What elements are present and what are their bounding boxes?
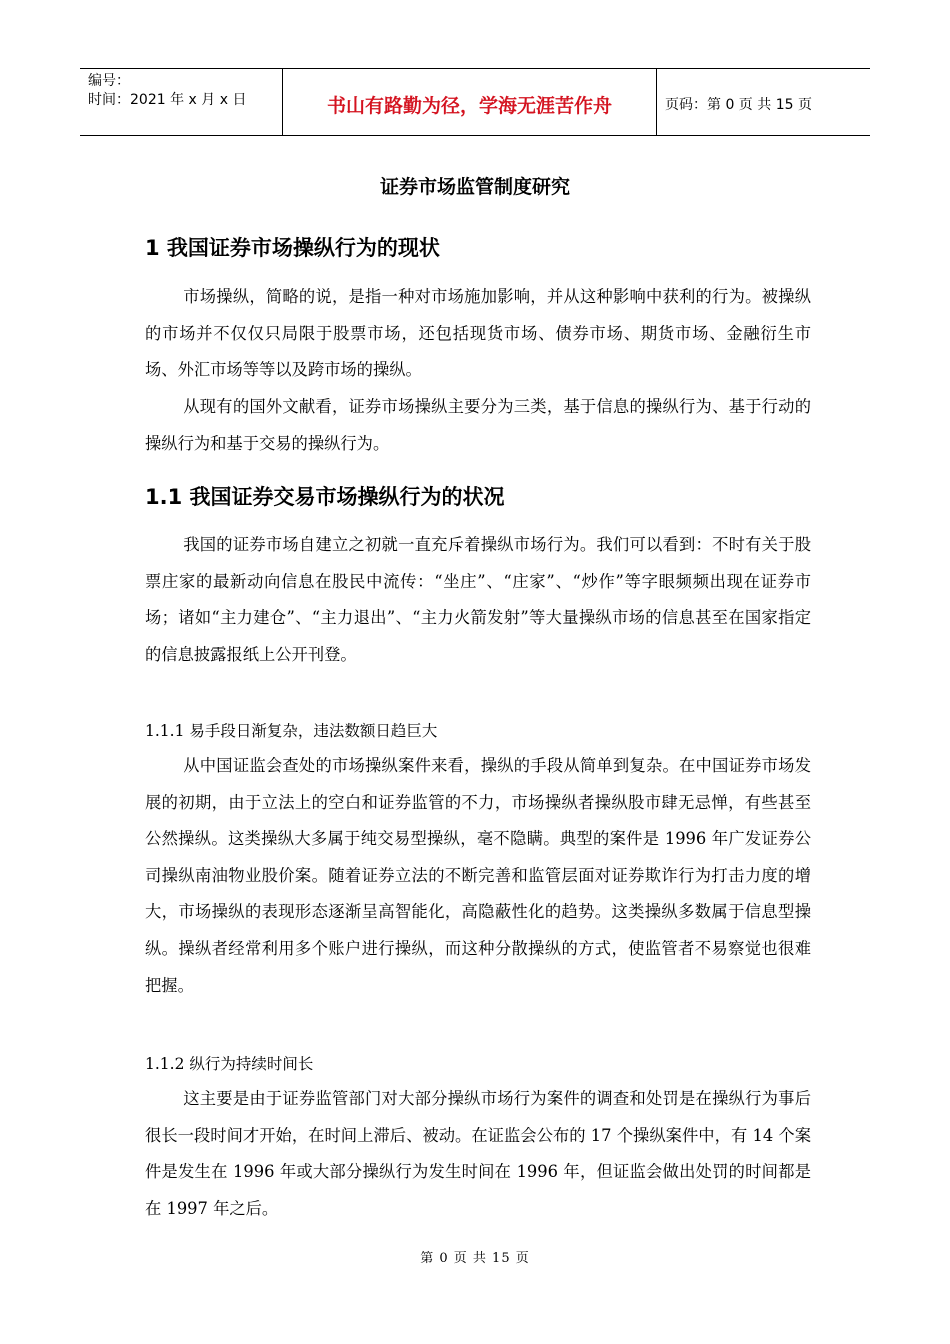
paragraph-1-text: 市场操纵，简略的说，是指一种对市场施加影响，并从这种影响中获利的行为。被操纵的市场并不仅仅只局限于股票市场，还包括现货市场、债券市场、期货市场、金融衍生市场、外汇市场等等以及跨市场的操纵。 (145, 287, 811, 380)
header-left-cell (80, 69, 282, 135)
header-table (80, 68, 870, 136)
paragraph-5 (145, 1081, 811, 1227)
paragraph-2-text: 从现有的国外文献看，证券市场操纵主要分为三类，基于信息的操纵行为、基于行动的操纵行为和基于交易的操纵行为。 (145, 397, 811, 453)
paragraph-3 (145, 527, 811, 673)
subsection-heading-1-1-2: 1.1.2 纵行为持续时间长 (145, 1055, 314, 1073)
page-footer: 第 0 页 共 15 页 (420, 1251, 530, 1266)
header-motto: 书山有路勤为径，学海无涯苦作舟 (282, 69, 657, 135)
paragraph-4-text: 从中国证监会查处的市场操纵案件来看，操纵的手段从简单到复杂。在中国证券市场发展的初期，由于立法上的空白和证券监管的不力，市场操纵者操纵股市肆无忌惮，有些甚至公然操纵。这类操纵大多属于纯交易型操纵，毫不隐瞒。典型的案件是 1996 年广发证券公司操纵南油物业股价案。随着证券立法的不断完善和监管层面对证券欺诈行为打击力度的增大，市场操纵的表现形态逐渐呈高智能化，高隐蔽性化的趋势。这类操纵多数属于信息型操纵。操纵者经常利用多个账户进行操纵，而这种分散操纵的方式，使监管者不易察觉也很难把握。 (145, 756, 811, 995)
paragraph-4 (145, 748, 811, 1004)
section-heading-1: 1 我国证券市场操纵行为的现状 (145, 236, 440, 260)
paragraph-2 (145, 389, 811, 462)
document-date: 时间：2021 年 x 月 x 日 (88, 92, 247, 108)
paragraph-5-text: 这主要是由于证券监管部门对大部分操纵市场行为案件的调查和处罚是在操纵行为事后很长一段时间才开始，在时间上滞后、被动。在证监会公布的 17 个操纵案件中，有 14 个案件是发生在 1996 年或大部分操纵行为发生时间在 1996 年，但证监会做出处罚的时间都是在 1997 年之后。 (145, 1089, 811, 1218)
document-title: 证券市场监管制度研究 (379, 176, 570, 198)
document-number-label: 编号： (88, 73, 130, 89)
header-page-info: 页码：第 0 页 共 15 页 (665, 97, 812, 113)
paragraph-3-text: 我国的证券市场自建立之初就一直充斥着操纵市场行为。我们可以看到：不时有关于股票庄家的最新动向信息在股民中流传：“坐庄”、“庄家”、“炒作”等字眼频频出现在证券市场；诸如“主力建仓”、“主力退出”、“主力火箭发射”等大量操纵市场的信息甚至在国家指定的信息披露报纸上公开刊登。 (145, 535, 811, 664)
subsection-heading-1-1-1: 1.1.1 易手段日渐复杂，违法数额日趋巨大 (145, 722, 438, 740)
paragraph-1 (145, 279, 811, 389)
section-heading-1-1: 1.1 我国证券交易市场操纵行为的状况 (145, 485, 505, 509)
